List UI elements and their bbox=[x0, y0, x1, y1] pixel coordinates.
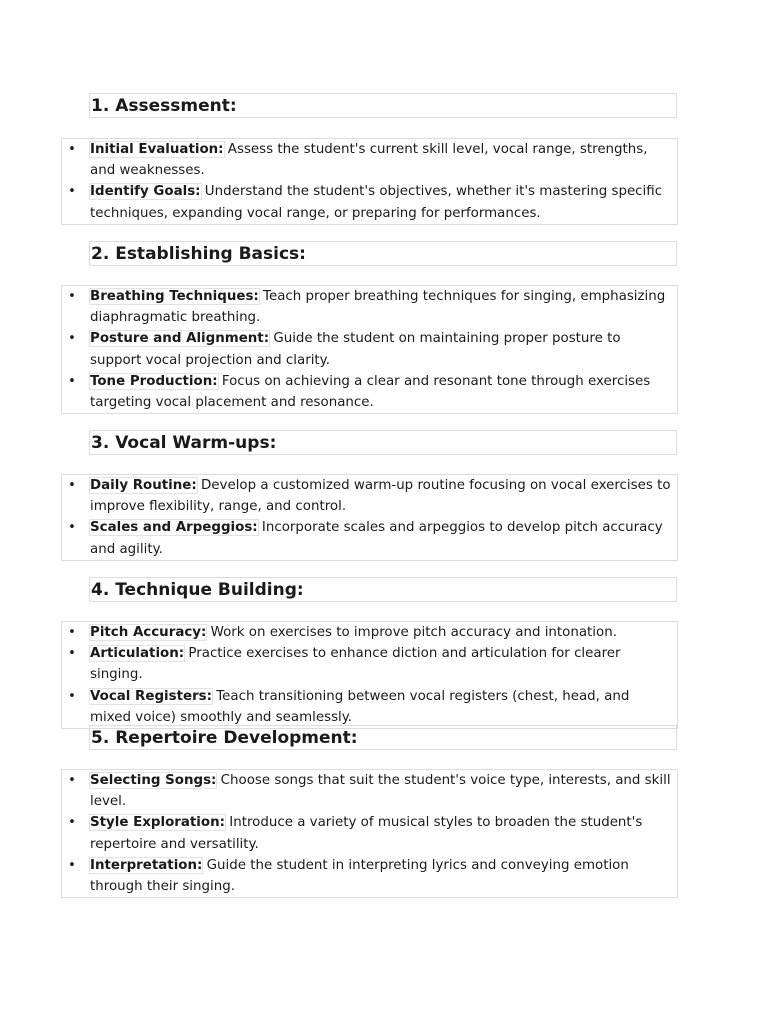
list-item bbox=[62, 622, 677, 643]
assessment-list bbox=[61, 138, 678, 225]
item-term: Daily Routine: bbox=[90, 478, 197, 493]
item-term: Pitch Accuracy: bbox=[90, 625, 207, 640]
item-term: Selecting Songs: bbox=[90, 773, 217, 788]
item-term: Style Exploration: bbox=[90, 815, 225, 831]
item-term: Breathing Techniques: bbox=[90, 289, 259, 304]
bullet-icon: • bbox=[68, 331, 76, 347]
item-term: Initial Evaluation: bbox=[90, 142, 224, 157]
section-heading-basics: 2. Establishing Basics: bbox=[89, 241, 677, 266]
bullet-icon: • bbox=[68, 688, 76, 704]
item-text: Guide the student in interpreting lyrics and conveying emotion through their singing. bbox=[90, 857, 629, 895]
warmups-list bbox=[61, 474, 678, 561]
item-text: Understand the student's objectives, whether it's mastering specific techniques, expanding vocal range, or preparing for performances. bbox=[90, 184, 663, 221]
list-item bbox=[62, 328, 677, 370]
bullet-icon: • bbox=[68, 773, 76, 788]
section-heading-assessment: 1. Assessment: bbox=[89, 93, 677, 118]
bullet-icon: • bbox=[68, 815, 76, 831]
basics-list bbox=[61, 285, 678, 414]
list-item bbox=[62, 517, 677, 559]
item-text: Practice exercises to enhance diction and articulation for clearer singing. bbox=[90, 646, 621, 683]
item-text: Work on exercises to improve pitch accuracy and intonation. bbox=[206, 625, 617, 640]
item-text: Focus on achieving a clear and resonant tone through exercises targeting vocal placement and resonance. bbox=[90, 373, 651, 411]
section-heading-technique: 4. Technique Building: bbox=[89, 577, 677, 602]
item-text: Guide the student on maintaining proper posture to support vocal projection and clarity. bbox=[90, 331, 621, 368]
list-item bbox=[62, 686, 677, 728]
section-heading-warmups: 3. Vocal Warm-ups: bbox=[89, 430, 677, 455]
item-text: Introduce a variety of musical styles to broaden the student's repertoire and versatility. bbox=[90, 815, 643, 852]
list-item bbox=[62, 371, 677, 413]
item-term: Articulation: bbox=[90, 646, 185, 662]
item-term: Identify Goals: bbox=[90, 184, 201, 200]
list-item bbox=[62, 139, 677, 181]
list-item bbox=[62, 286, 677, 328]
bullet-icon: • bbox=[68, 625, 76, 640]
repertoire-list bbox=[61, 769, 678, 898]
item-text: Choose songs that suit the student's voice type, interests, and skill level. bbox=[90, 773, 671, 810]
item-text: Assess the student's current skill level, vocal range, strengths, and weaknesses. bbox=[90, 142, 648, 179]
list-item bbox=[62, 181, 677, 223]
section-heading-repertoire: 5. Repertoire Development: bbox=[89, 725, 677, 750]
list-item bbox=[62, 475, 677, 517]
item-term: Posture and Alignment: bbox=[90, 331, 270, 347]
bullet-icon: • bbox=[68, 478, 76, 493]
bullet-icon: • bbox=[68, 142, 76, 157]
item-text: Develop a customized warm-up routine focusing on vocal exercises to improve flexibility, range, and control. bbox=[90, 478, 671, 515]
item-text: Teach proper breathing techniques for singing, emphasizing diaphragmatic breathing. bbox=[90, 289, 666, 326]
item-term: Interpretation: bbox=[90, 857, 203, 873]
technique-list bbox=[61, 621, 678, 729]
bullet-icon: • bbox=[68, 857, 76, 873]
list-item bbox=[62, 770, 677, 812]
item-term: Tone Production: bbox=[90, 373, 218, 389]
list-item bbox=[62, 855, 677, 897]
bullet-icon: • bbox=[68, 289, 76, 304]
list-item bbox=[62, 812, 677, 854]
item-term: Vocal Registers: bbox=[90, 688, 213, 704]
bullet-icon: • bbox=[68, 520, 76, 536]
list-item bbox=[62, 643, 677, 685]
bullet-icon: • bbox=[68, 646, 76, 662]
item-term: Scales and Arpeggios: bbox=[90, 520, 258, 536]
item-text: Teach transitioning between vocal registers (chest, head, and mixed voice) smoothly and seamlessly. bbox=[90, 688, 630, 725]
bullet-icon: • bbox=[68, 184, 76, 200]
bullet-icon: • bbox=[68, 373, 76, 389]
item-text: Incorporate scales and arpeggios to develop pitch accuracy and agility. bbox=[90, 520, 663, 557]
